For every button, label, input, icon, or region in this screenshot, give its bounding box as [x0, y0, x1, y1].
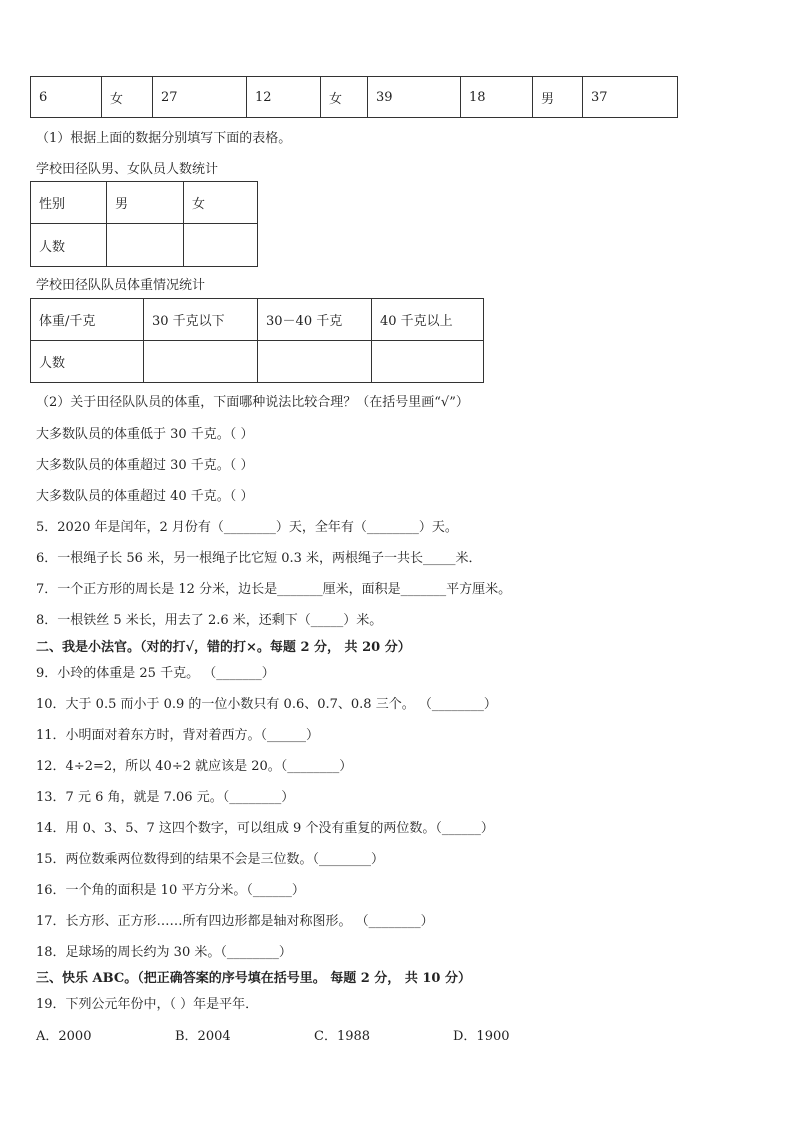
answer-cell-female[interactable] [184, 224, 258, 267]
table-header-cell: 体重/千克 [31, 299, 144, 341]
choice-option-a[interactable]: A．2000 [36, 1029, 92, 1044]
section-title: 二、我是小法官。（对的打√，错的打×。每题 2 分， 共 20 分） [36, 640, 411, 655]
weight-count-table [30, 298, 484, 383]
question-item: 17．长方形、正方形……所有四边形都是轴对称图形。 （________） [36, 914, 434, 929]
question-item: 14．用 0、3、5、7 这四个数字，可以组成 9 个没有重复的两位数。（______） [36, 821, 494, 836]
table-row [31, 341, 484, 383]
table-cell: 37 [583, 77, 678, 118]
table-cell: 6 [31, 77, 102, 118]
q1-instruction: （1）根据上面的数据分别填写下面的表格。 [36, 131, 292, 146]
section-title: 三、快乐 ABC。（把正确答案的序号填在括号里。 每题 2 分， 共 10 分） [36, 971, 471, 986]
choice-option-c[interactable]: C．1988 [314, 1029, 371, 1044]
table-header-cell: 30－40 千克 [258, 299, 372, 341]
answer-cell[interactable] [144, 341, 258, 383]
table1-caption: 学校田径队男、女队员人数统计 [36, 162, 219, 177]
q2-instruction: （2）关于田径队队员的体重，下面哪种说法比较合理？（在括号里画“√”） [36, 395, 469, 410]
question-item: 8．一根铁丝 5 米长，用去了 2.6 米，还剩下（_____）米。 [36, 613, 383, 628]
table-header-cell: 30 千克以下 [144, 299, 258, 341]
answer-cell[interactable] [258, 341, 372, 383]
question-item: 11．小明面对着东方时，背对着西方。（______） [36, 728, 320, 743]
q2-option[interactable]: 大多数队员的体重低于 30 千克。（ ） [36, 427, 254, 442]
table-row [31, 77, 678, 118]
question-item: 9．小玲的体重是 25 千克。 （_______） [36, 666, 275, 681]
choice-option-b[interactable]: B．2004 [175, 1029, 231, 1044]
table-cell: 男 [533, 77, 583, 118]
table2-caption: 学校田径队队员体重情况统计 [36, 278, 206, 293]
row-label: 人数 [31, 224, 107, 267]
gender-count-table [30, 181, 258, 267]
table-cell: 39 [368, 77, 461, 118]
question-item: 13．7 元 6 角，就是 7.06 元。（________） [36, 790, 295, 805]
question-item: 5．2020 年是闰年，2 月份有（________）天，全年有（________）天。 [36, 520, 458, 535]
table-row [31, 182, 258, 224]
table-row [31, 224, 258, 267]
answer-cell[interactable] [372, 341, 484, 383]
question-item: 7．一个正方形的周长是 12 分米，边长是_______厘米，面积是_______平方厘米。 [36, 582, 512, 597]
q2-option[interactable]: 大多数队员的体重超过 40 千克。（ ） [36, 489, 254, 504]
table-row [31, 299, 484, 341]
table-header-cell: 40 千克以上 [372, 299, 484, 341]
q2-option[interactable]: 大多数队员的体重超过 30 千克。（ ） [36, 458, 254, 473]
question-item: 6．一根绳子长 56 米，另一根绳子比它短 0.3 米，两根绳子一共长_____米． [36, 551, 482, 566]
question-item: 18．足球场的周长约为 30 米。（________） [36, 945, 292, 960]
question-item: 15．两位数乘两位数得到的结果不会是三位数。（________） [36, 852, 385, 867]
question-item: 19．下列公元年份中，（ ）年是平年． [36, 997, 259, 1012]
question-item: 12．4÷2=2，所以 40÷2 就应该是 20。（________） [36, 759, 353, 774]
table-cell: 27 [153, 77, 247, 118]
answer-cell-male[interactable] [107, 224, 184, 267]
table-header-cell: 男 [107, 182, 184, 224]
table-cell: 18 [461, 77, 533, 118]
table-cell: 女 [102, 77, 153, 118]
row-label: 人数 [31, 341, 144, 383]
table-header-cell: 性别 [31, 182, 107, 224]
table-cell: 12 [247, 77, 321, 118]
choice-option-d[interactable]: D．1900 [453, 1029, 510, 1044]
question-item: 16．一个角的面积是 10 平方分米。（______） [36, 883, 305, 898]
question-item: 10．大于 0.5 而小于 0.9 的一位小数只有 0.6、0.7、0.8 三个。 （________） [36, 697, 497, 712]
athlete-data-table [30, 76, 678, 118]
table-header-cell: 女 [184, 182, 258, 224]
table-cell: 女 [321, 77, 368, 118]
